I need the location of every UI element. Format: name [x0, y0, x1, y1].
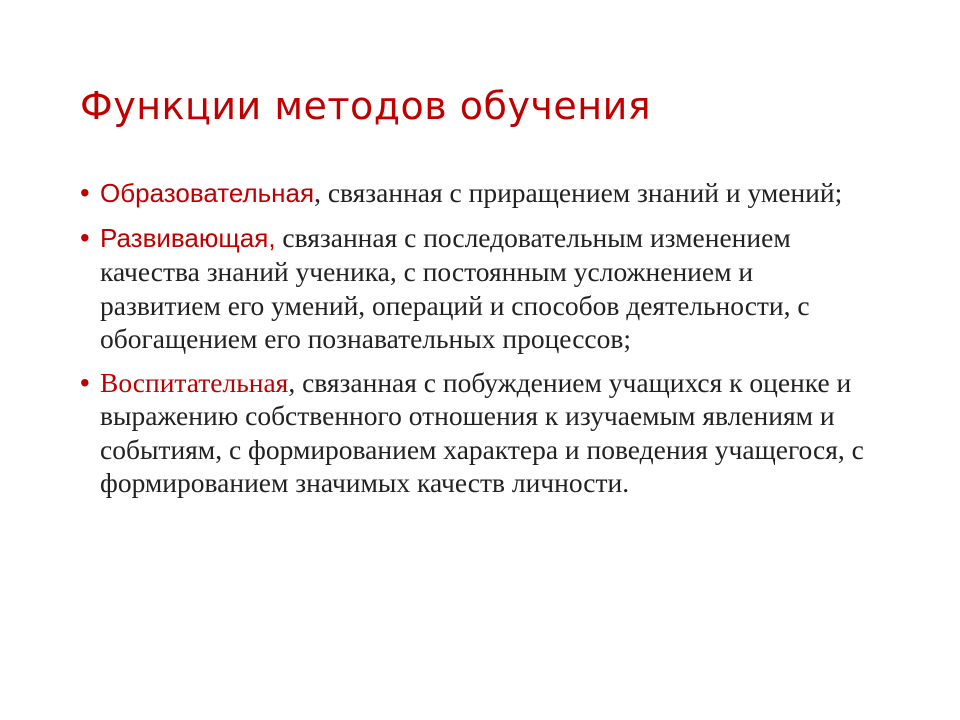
- bullet-list: [80, 176, 870, 510]
- item-text-developmental: связанная с последовательным изменением качества знаний ученика, с постоянным усложнением и развитием его умений, операций и способов деятельности, с обогащением его познавательных процессов;: [100, 221, 810, 354]
- list-item-educational: [80, 176, 870, 211]
- list-item-developmental: [80, 221, 870, 356]
- term-educational: Образовательная: [100, 178, 315, 208]
- list-item-upbringing: [80, 366, 870, 500]
- item-text-educational: , связанная с приращением знаний и умений;: [314, 177, 843, 208]
- bullet-icon: •: [80, 177, 90, 208]
- term-upbringing: Воспитательная: [100, 366, 289, 398]
- bullet-icon: •: [80, 221, 90, 253]
- term-developmental: Развивающая,: [100, 222, 276, 253]
- item-text-upbringing: , связанная с побуждением учащихся к оценке и выражению собственного отношения к изучаемым явлениям и событиям, с формированием характера и поведения учащегося, с формированием значимых качеств личности.: [100, 366, 864, 498]
- bullet-icon: •: [80, 366, 90, 398]
- slide-title: Функции методов обучения: [80, 84, 652, 128]
